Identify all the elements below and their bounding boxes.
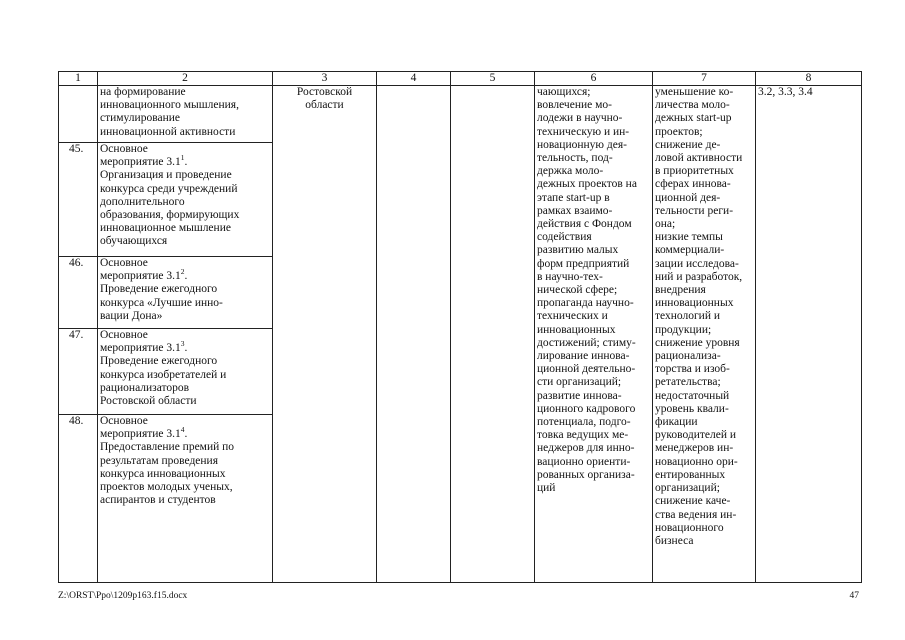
measure-number-base: мероприятие 3.1: [100, 270, 181, 283]
indicators-cell: 3.2, 3.3, 3.4: [756, 86, 862, 583]
measure-number: мероприятие $3.1^3$.: [100, 339, 188, 355]
measure-text: Проведение ежегодного конкурса изобретателей и рационализаторов Ростовской области: [100, 355, 227, 408]
footer-file-path: Z:\ORST\Ppo\1209p163.f15.docx: [58, 591, 188, 601]
measure-kind: Основное: [100, 329, 148, 341]
footer-page-number: 47: [849, 591, 859, 601]
measure-number-sup: 1: [180, 153, 185, 163]
measure-number-base: мероприятие 3.1: [100, 342, 181, 355]
header-cell-3: 3: [273, 72, 377, 86]
header-cell-8: 8: [756, 72, 862, 86]
expected-results-cell: чающихся; вовлечение мо- лодежи в научно- техническую и ин- новационную дея- тельность, под- держка моло- дежных проектов на этапе start-up в рамках взаимо- действия с Фондом содействия развитию малых форм предприятий в научно-тех- нической сфере; пропаганда научно- технических и инновационных достижений; стиму- лирование иннова- ционной деятельно- сти организаций; развитие иннова- ционного кадрового потенциала, подго- товка ведущих ме- неджеров для инно- вационно ориенти- рованных организа- ций: [535, 86, 653, 583]
measure-number-base: мероприятие 3.1: [100, 156, 181, 169]
table-row-continuation: [59, 86, 862, 143]
row-number-cell: [59, 86, 98, 143]
header-cell-4: 4: [377, 72, 451, 86]
measure-text: Организация и проведение конкурса среди учреждений дополнительного образования, формирующих инновационное мышление обучающихся: [100, 169, 240, 248]
executor-cell: Ростовской области: [273, 86, 377, 583]
measure-number-sup: 2: [180, 267, 185, 277]
measure-number: мероприятие $3.1^2$.: [100, 267, 188, 283]
row-number: 45.: [59, 143, 98, 257]
measure-cell: [98, 143, 273, 257]
measures-table: [58, 71, 862, 583]
header-row: [59, 72, 862, 86]
header-cell-1: 1: [59, 72, 98, 86]
measure-number-sup: 3: [180, 339, 185, 349]
measure-number-sup: 4: [180, 425, 185, 435]
row-number: 48.: [59, 415, 98, 583]
column-4-cell: [377, 86, 451, 583]
measure-cell: [98, 329, 273, 415]
measure-cell: [98, 415, 273, 583]
measure-description-cell: на формирование инновационного мышления, стимулирование инновационной активности: [98, 86, 273, 143]
header-cell-6: 6: [535, 72, 653, 86]
measure-number: мероприятие $3.1^4$.: [100, 425, 188, 441]
measure-kind: Основное: [100, 415, 148, 427]
row-number: 47.: [59, 329, 98, 415]
measure-kind: Основное: [100, 257, 148, 269]
header-cell-7: 7: [653, 72, 756, 86]
header-cell-2: 2: [98, 72, 273, 86]
measure-text: Предоставление премий по результатам проведения конкурса инновационных проектов молодых ученых, аспирантов и студентов: [100, 441, 235, 507]
measure-number: мероприятие $3.1^1$.: [100, 153, 188, 169]
column-5-cell: [451, 86, 535, 583]
row-number: 46.: [59, 257, 98, 329]
measure-kind: Основное: [100, 143, 148, 155]
measure-number-base: мероприятие 3.1: [100, 428, 181, 441]
measure-cell: [98, 257, 273, 329]
consequences-cell: уменьшение ко- личества моло- дежных start-up проектов; снижение де- ловой активности в приоритетных сферах иннова- ционной дея- тельности реги- она; низкие темпы коммерциали- зации исследова- ний и разработок, внедрения инновационных технологий и продукции; снижение уровня рационализа- торства и изоб- ретательства; недостаточный уровень квали- фикации руководителей и менеджеров ин- новационно ори- ентированных организаций; снижение каче- ства ведения ин- новационного бизнеса: [653, 86, 756, 583]
measure-text: Проведение ежегодного конкурса «Лучшие инно- вации Дона»: [100, 283, 223, 322]
header-cell-5: 5: [451, 72, 535, 86]
